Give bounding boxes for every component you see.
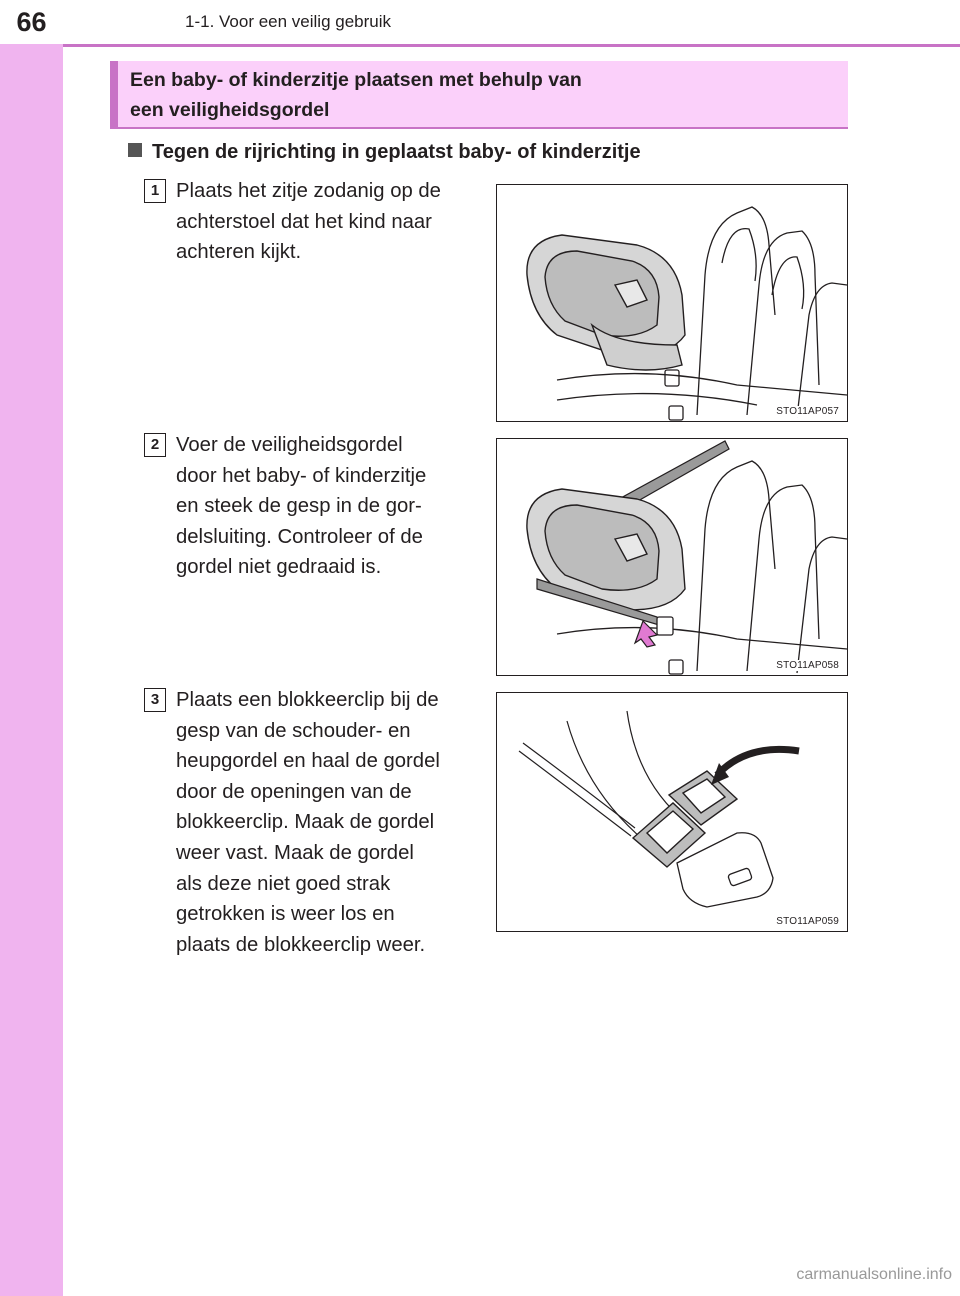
step-3-line: Plaats een blokkeerclip bij de [176, 689, 439, 711]
step-1-line: achterstoel dat het kind naar [176, 210, 432, 233]
step-3-text [176, 685, 476, 960]
step-1-text [176, 176, 476, 268]
subheading [128, 141, 641, 164]
child-seat-belt-illustration-2 [497, 439, 848, 676]
step-3-line: plaats de blokkeerclip weer. [176, 933, 426, 956]
step-2-badge: 2 [144, 433, 166, 457]
figure-3-code: STO11AP059 [776, 916, 839, 927]
step-1-line: Plaats het zitje zodanig op de [176, 180, 441, 202]
step-3-line: als deze niet goed strak [176, 872, 391, 895]
step-2-line: gordel niet gedraaid is. [176, 556, 382, 579]
step-3-badge: 3 [144, 688, 166, 712]
step-3-line: gesp van de schouder- en [176, 719, 411, 742]
figure-2-code: STO11AP058 [776, 660, 839, 671]
locking-clip-illustration-3 [497, 693, 848, 932]
step-3-line: getrokken is weer los en [176, 903, 395, 926]
step-1-badge: 1 [144, 179, 166, 203]
step-2-line: Voer de veiligheidsgordel [176, 434, 403, 456]
child-seat-illustration-1 [497, 185, 848, 422]
section-title-line-2: een veiligheidsgordel [130, 99, 330, 121]
step-3-line: door de openingen van de [176, 780, 412, 803]
bullet-square-icon [128, 143, 142, 157]
chapter-header: 1-1. Voor een veilig gebruik [185, 12, 392, 31]
figure-1-code: STO11AP057 [776, 406, 839, 417]
section-title-box [110, 61, 848, 129]
section-title-line-1: Een baby- of kinderzitje plaatsen met behulp van [130, 69, 582, 91]
step-3-line: heupgordel en haal de gordel [176, 750, 440, 773]
header-rule [63, 44, 960, 47]
sidebar-tab [0, 0, 63, 1296]
page-number: 66 [0, 0, 63, 44]
step-2-text [176, 430, 476, 583]
figure-3 [496, 692, 848, 932]
watermark: carmanualsonline.info [796, 1266, 952, 1283]
step-1-line: achteren kijkt. [176, 241, 302, 264]
step-3-line: blokkeerclip. Maak de gordel [176, 811, 435, 834]
step-3-line: weer vast. Maak de gordel [176, 841, 414, 864]
step-2-line: door het baby- of kinderzitje [176, 464, 427, 487]
step-2-line: delsluiting. Controleer of de [176, 525, 423, 548]
figure-2 [496, 438, 848, 676]
step-2-line: en steek de gesp in de gor- [176, 495, 422, 518]
subheading-text: Tegen de rijrichting in geplaatst baby- of kinderzitje [152, 141, 641, 163]
section-title [130, 65, 582, 125]
figure-1 [496, 184, 848, 422]
